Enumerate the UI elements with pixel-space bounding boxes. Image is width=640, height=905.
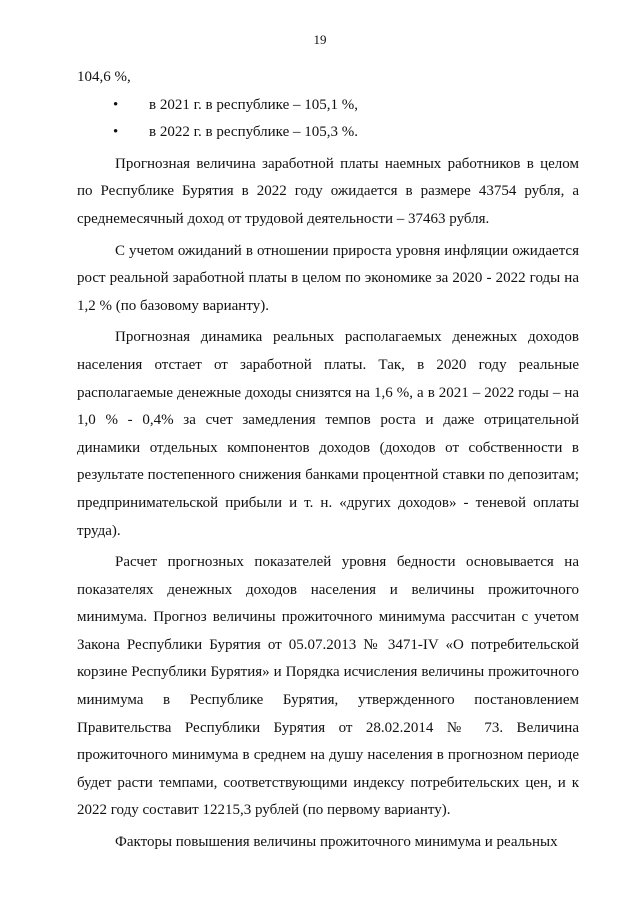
paragraph-salary-forecast: Прогнозная величина заработной платы наемных работников в целом по Республике Бурятия в 2022 году ожидается в размере 43754 рубля, а среднемесячный доход от трудовой деятельности – 37463 рубля. bbox=[77, 155, 579, 227]
bullet-item-2022 bbox=[77, 119, 579, 147]
page-number: 19 bbox=[313, 32, 327, 47]
bullet-text: в 2022 г. в республике – 105,3 %. bbox=[149, 124, 358, 141]
bullet-text: в 2021 г. в республике – 105,1 %, bbox=[149, 96, 358, 113]
continuation-line: 104,6 %, bbox=[77, 69, 131, 85]
bullet-item-2021 bbox=[77, 92, 579, 120]
bullet-marker: • bbox=[113, 96, 119, 113]
paragraph-poverty-forecast: Расчет прогнозных показателей уровня бедности основывается на показателях денежных доходов населения и величины прожиточного минимума. Прогноз величины прожиточного минимума рассчитан с учетом Закона Республики Бурятия от 05.07.2013 № 3471-IV «О потребительской корзине Республики Бурятия» и Порядка исчисления величины прожиточного минимума в Республике Бурятия, утвержденного постановлением Правительства Республики Бурятия от 28.02.2014 № 73. Величина прожиточного минимума в среднем на душу населения в прогнозном периоде будет расти темпами, соответствующими индексу потребительских цен, и к 2022 году составит 12215,3 рублей (по первому варианту). bbox=[77, 554, 579, 819]
paragraph-real-wage-growth: С учетом ожиданий в отношении прироста уровня инфляции ожидается рост реальной заработной платы в целом по экономике за 2020 - 2022 годы на 1,2 % (по базовому варианту). bbox=[77, 242, 579, 314]
bullet-marker: • bbox=[113, 124, 119, 141]
paragraph-disposable-income: Прогнозная динамика реальных располагаемых денежных доходов населения отстает от заработной платы. Так, в 2020 году реальные располагаемые денежные доходы снизятся на 1,6 %, а в 2021 – 2022 годы – на 1,0 % - 0,4% за счет замедления темпов роста и даже отрицательной динамики отдельных компонентов доходов (доходов от собственности в результате постепенного снижения банками процентной ставки по депозитам; предпринимательской прибыли и т. н. «других доходов» - теневой оплаты труда). bbox=[77, 329, 579, 539]
paragraph-factors: Факторы повышения величины прожиточного минимума и реальных bbox=[115, 834, 558, 851]
document-body bbox=[77, 64, 579, 857]
